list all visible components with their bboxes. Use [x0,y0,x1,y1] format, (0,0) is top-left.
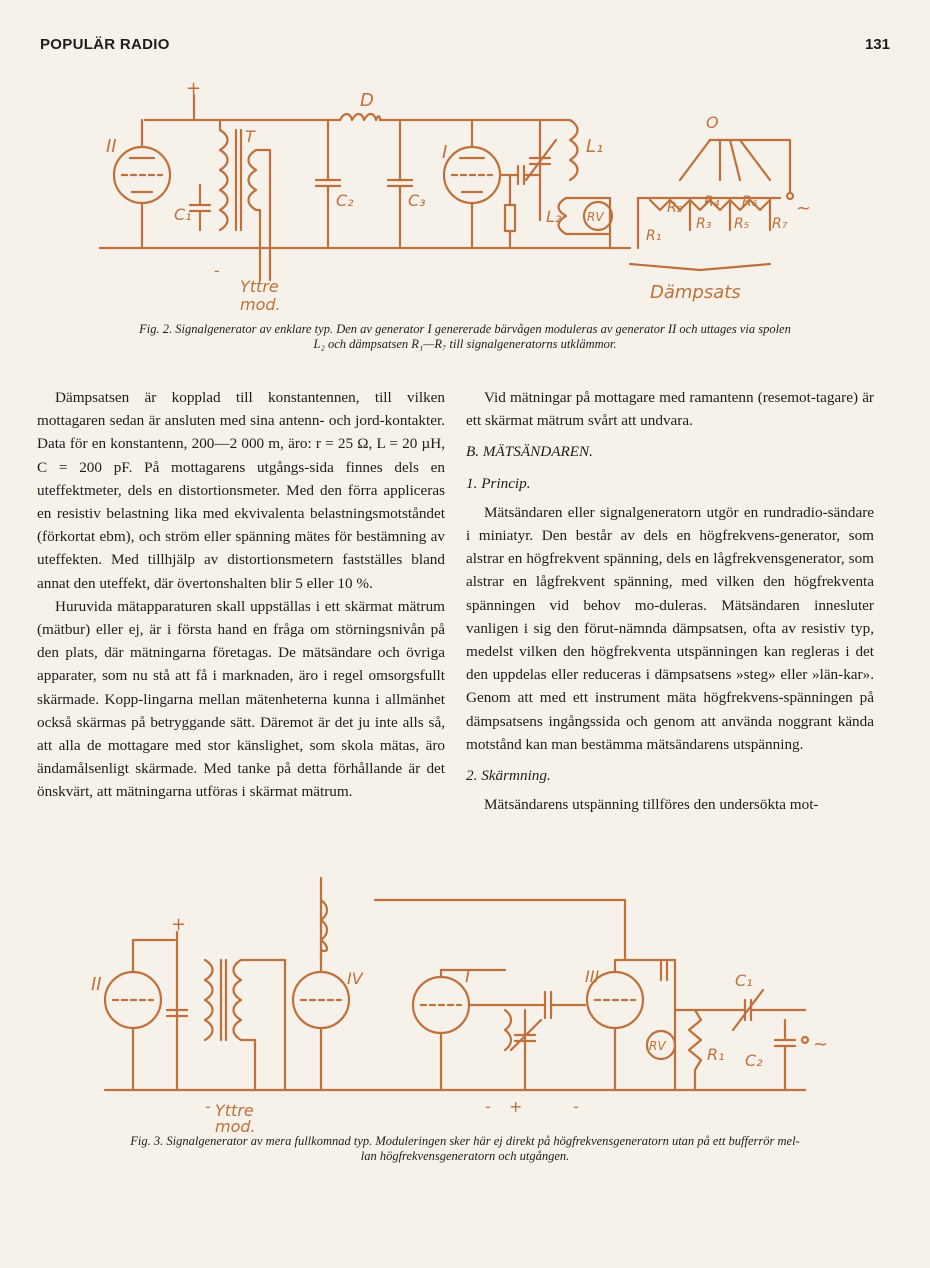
left-paragraph: Dämpsatsen är kopplad till konstantennen, till vilken mottagaren sedan är ansluten med sina antenn- och jord-kontakter. Data för en konstantenn, 200—2 000 m, äro: r = 25 Ω, L = 20 µH, C = 200 pF. På mottagarens utgångs-sida finnes dels en uteffektmeter, dels en distortionsmeter. Med den förra appliceras en resistiv belastning lika med ekvivalenta belastningsmotståndet (förkortat ebm), och ström eller spänning mätes för bestämning av uteffekten. Med tillhjälp av distortionsmetern fastställes bland annat den uteffekt, där övertonshalten blir 5 eller 10 %. [37,389,445,592]
right-column [466,386,874,816]
fig2-plus-label: + [186,80,202,99]
page-number: 131 [864,36,890,53]
fig2-label-r4: R₄ [704,194,720,210]
fig3-caption-line1: Fig. 3. Signalgenerator av mera fullkomnad typ. Moduleringen sker här ej direkt på högfrekvensgeneratorn utan på ett bufferrör mel- [130,1134,800,1148]
fig2-label-t: T [245,127,255,146]
fig2-label-l2: L₂ [546,207,562,226]
fig3-label-c1: C₁ [735,971,753,990]
figure-2-circuit [90,80,830,320]
fig3-mod-label: mod. [215,1117,256,1132]
fig3-label-r1: R₁ [707,1045,725,1064]
fig2-label-tilde: ~ [796,198,812,219]
fig2-caption-line1: Fig. 2. Signalgenerator av enklare typ. Den av generator I genererade bärvågen moduleras av generator II och uttages via spolen [139,322,791,336]
fig3-minus-2: - [485,1097,491,1116]
subheading-skarmning: 2. Skärmning. [466,767,551,785]
fig2-label-d: D [360,90,374,111]
fig2-caption-line2: L₂ och dämpsatsen R₁—R₇ till signalgeneratorns utklämmor. [313,337,617,351]
right-paragraph-3: Mätsändarens utspänning tillföres den undersökta mot- [484,796,819,814]
left-column [37,386,445,804]
fig2-minus-label: - [214,261,220,280]
right-paragraph-1: Vid mätningar på mottagare med ramantenn (resemot-tagare) är ett skärmat mätrum svårt att undvara. [466,389,874,430]
fig2-label-r1: R₁ [646,228,662,244]
fig3-minus-3: - [573,1097,579,1116]
fig2-label-c1: C₁ [174,205,192,224]
fig2-label-r6: R₆ [742,194,758,210]
fig3-label-iii: III [585,967,600,986]
fig2-label-c2: C₂ [336,191,354,210]
fig2-yttre-label: Yttre [240,277,279,296]
fig3-label-rv: RV [649,1039,666,1053]
subheading-princip: 1. Princip. [466,474,531,492]
fig3-label-c2: C₂ [745,1051,763,1070]
fig2-label-r7: R₇ [772,216,788,232]
right-paragraph-2: Mätsändaren eller signalgeneratorn utgör en rundradio-sändare i miniatyr. Den består av dels en högfrekvens-generator, som alstrar en högfrekvent spänning, dels en lågfrekvensgenerator, som alstrar en lågfrekvent spänning, med vilken den högfrekventa spänningen vid behov mo-duleras. Mätsändaren innesluter vanligen i sig den förut-nämnda dämpsatsen, ofta av resistiv typ, medelst vilken den högfrekventa utspänningen kan regleras i det den uppdelas eller reduceras i dämpsatsens »steg» eller »län-kar». Genom att med ett instrument mäta högfrekvens-spänningen på dämpsatsens ingångssida och genom att använda noggrant kända motstånd kan man bestämma mätsändarens utspänning. [466,503,874,753]
fig3-caption-line2: lan högfrekvensgeneratorn och utgången. [360,1149,570,1163]
fig3-label-iv: IV [347,969,363,988]
fig3-plus-label: + [171,914,187,935]
fig2-label-r3: R₃ [696,216,712,232]
fig2-label-r5: R₅ [734,216,750,232]
fig3-label-tilde: ~ [813,1034,829,1055]
left-paragraph: Huruvida mätapparaturen skall uppställas i ett skärmat mätrum (mätbur) eller ej, är i första hand en fråga om störningsnivån på den plats, där mätningarna företagas. De mätsändare och övriga apparater, som nu stå att få i marknaden, äro i regel omsorgsfullt skärmade. Kopp-lingarna mellan mätenheterna kunna i allmänhet också skärmas på betryggande sätt. Däremot är det ju inte alls så, att alla de mottagare med stor känslighet, som skola mätas, äro ändamålsenligt skärmade. Med tanke på detta förhållande är det önskvärt, att mätningarna utföras i skärmat mätrum. [37,597,445,801]
fig2-dampsats-label: Dämpsats [650,282,741,303]
page-header [40,36,890,58]
section-heading-b: B. MÄTSÄNDAREN. [466,443,593,461]
fig2-label-l1: L₁ [586,136,604,157]
fig2-label-i: I [442,142,448,163]
fig2-label-o: O [706,113,719,132]
fig3-minus-1: - [205,1097,211,1116]
figure-3-circuit [85,860,845,1132]
fig3-plus-bottom: + [509,1097,523,1116]
fig3-label-i: I [465,966,471,987]
fig2-label-rv: RV [587,210,604,224]
fig3-label-ii: II [91,974,102,995]
fig3-yttre-label: Yttre [215,1101,254,1120]
fig2-mod-label: mod. [240,295,281,314]
fig2-label-ii: II [106,136,117,157]
magazine-title: POPULÄR RADIO [40,36,170,53]
figure-2-caption [60,322,870,352]
fig2-label-c3: C₃ [408,191,426,210]
figure-3-caption [55,1134,875,1164]
fig2-label-r2: R₂ [667,200,683,216]
